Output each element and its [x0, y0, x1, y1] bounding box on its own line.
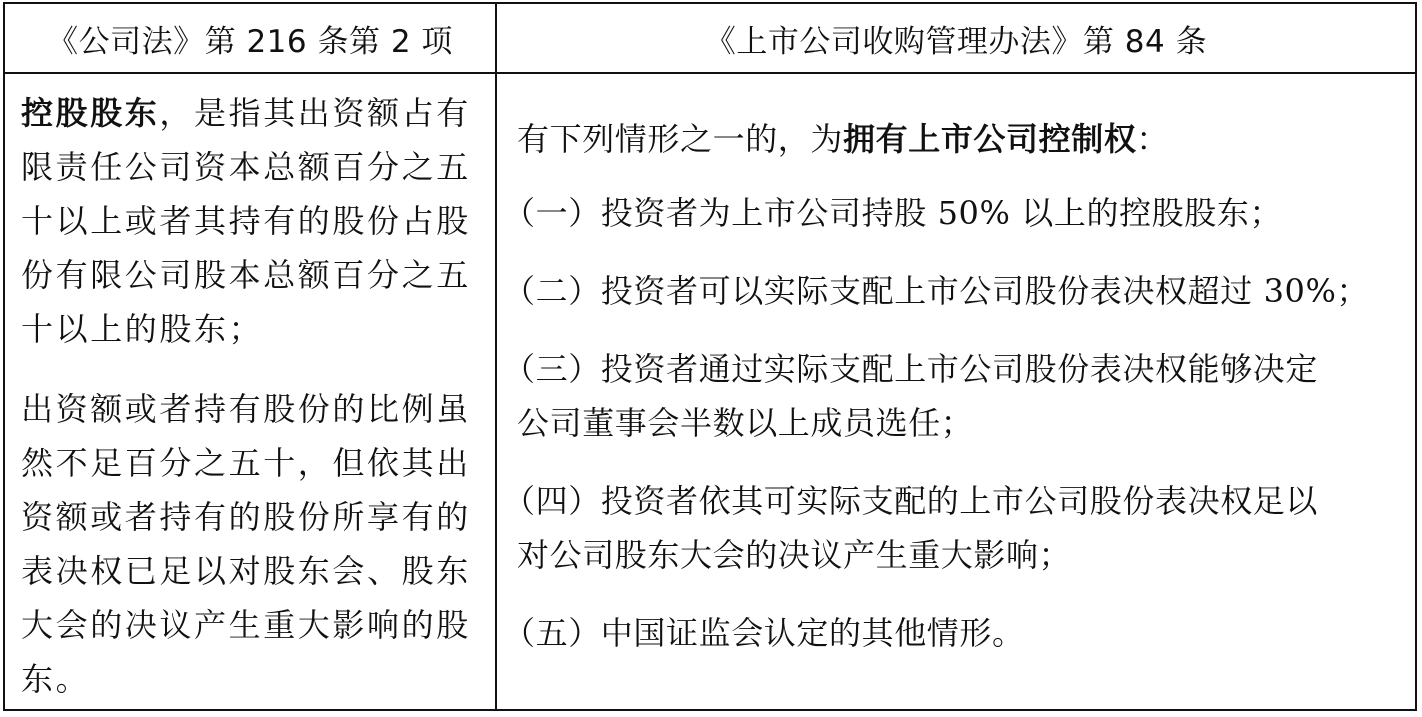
control-right-intro — [503, 112, 1409, 166]
controlling-shareholder-second-clause: 出资额或者持有股份的比例虽然不足百分之五十，但依其出资额或者持有的股份所享有的表决权已足以对股东会、股东大会的决议产生重大影响的股东。 — [21, 390, 471, 698]
intro-text: 有下列情形之一的，为 — [517, 120, 844, 158]
column-divider — [495, 4, 497, 709]
list-item-text: （四）投资者依其可实际支配的上市公司股份表决权足以 — [503, 482, 1319, 520]
list-item — [503, 342, 1409, 450]
comparison-table — [3, 2, 1417, 711]
intro-colon: ： — [1136, 120, 1170, 158]
term-controlling-shareholder: 控股股东 — [21, 94, 160, 132]
list-item-text-continued: 公司董事会半数以上成员选任； — [517, 404, 974, 442]
list-item-text: （二）投资者可以实际支配上市公司股份表决权超过 30%； — [503, 272, 1370, 310]
list-item — [503, 474, 1409, 582]
list-item-text-continued: 对公司股东大会的决议产生重大影响； — [517, 536, 1072, 574]
term-control-right: 拥有上市公司控制权 — [843, 120, 1137, 158]
list-item — [503, 264, 1409, 318]
right-column-header: 《上市公司收购管理办法》第 84 条 — [704, 23, 1208, 60]
list-item — [503, 186, 1409, 240]
list-item — [503, 606, 1409, 660]
list-item-text: （三）投资者通过实际支配上市公司股份表决权能够决定 — [503, 350, 1319, 388]
list-item-text: （五）中国证监会认定的其他情形。 — [503, 614, 1025, 652]
definition-text: ，是指其出资额占有限责任公司资本总额百分之五十以上或者其持有的股份占股份有限公司股本总额百分之五十以上的股东； — [21, 94, 471, 348]
list-item-text: （一）投资者为上市公司持股 50% 以上的控股股东； — [503, 194, 1283, 232]
controlling-shareholder-definition — [21, 86, 481, 356]
left-column-header: 《公司法》第 216 条第 2 项 — [47, 23, 453, 60]
right-cell — [503, 74, 1409, 684]
left-cell — [21, 74, 481, 706]
